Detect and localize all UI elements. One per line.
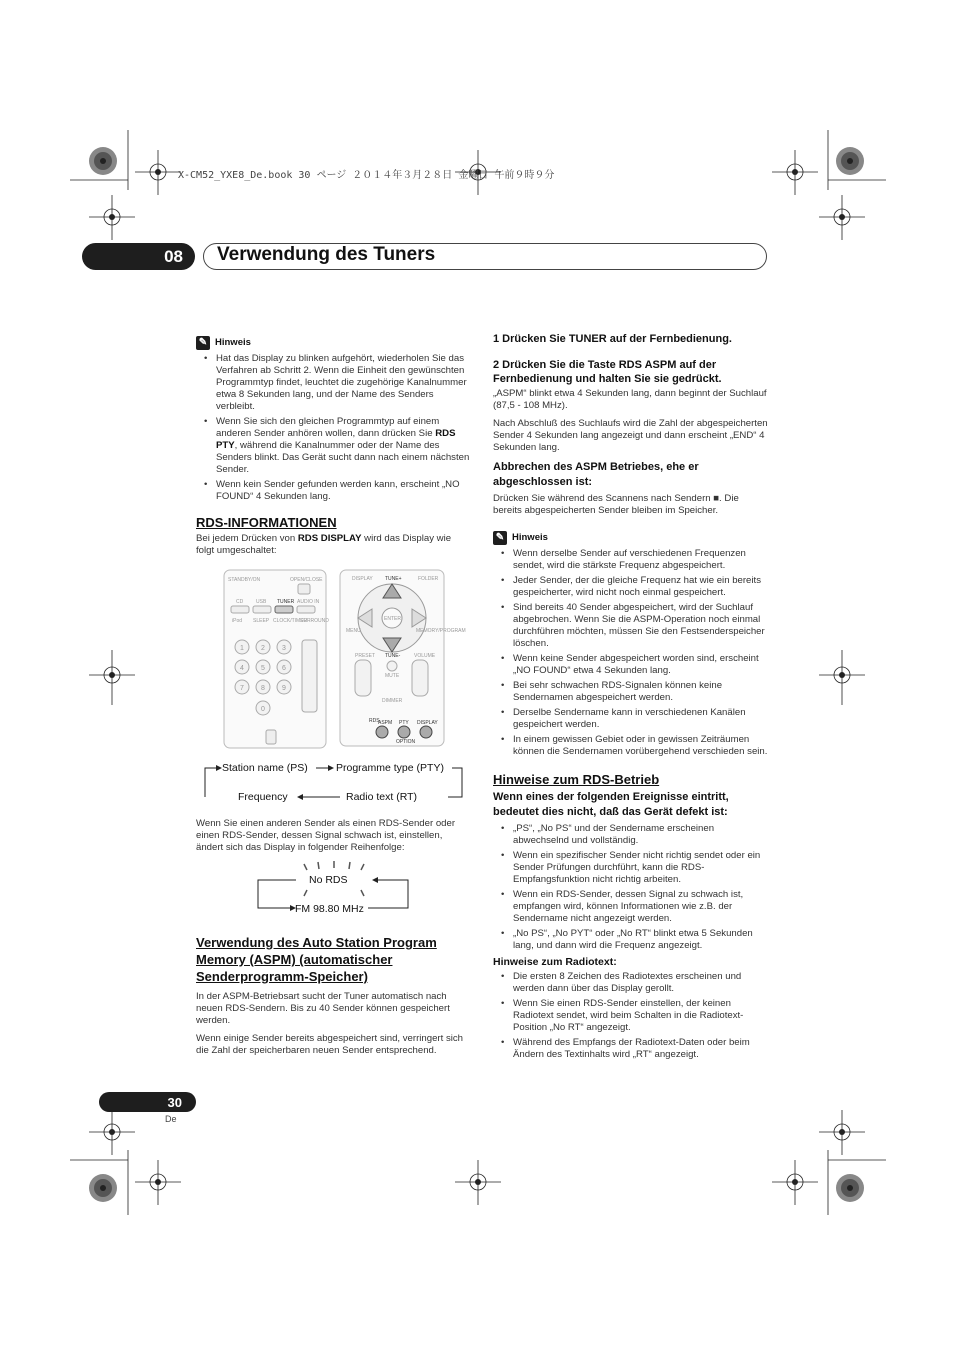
list-item: • „No PS“, „No PYT“ oder „No RT“ blinkt etwa 5 Sekunden lang, und dann wird die Frequenz angezeigt. xyxy=(513,928,769,952)
list-item: • Wenn ein spezifischer Sender nicht richtig sendet oder ein Sender Prüfungen durchführt, kann die RDS-Empfangsfunktion nicht richtig arbeiten. xyxy=(513,850,769,886)
list-item: • Jeder Sender, der die gleiche Frequenz hat wie ein bereits gespeicherter, wird nicht noch einmal gespeichert. xyxy=(513,575,769,599)
list-item: • Bei sehr schwachen RDS-Signalen können keine Sendernamen abgespeichert werden. xyxy=(513,680,769,704)
abort-text: Drücken Sie während des Scannens nach Sendern ■. Die bereits abgespeicherten Sender bleiben im Speicher. xyxy=(493,493,739,516)
tips-heading: Hinweise zum RDS-Betrieb xyxy=(493,772,660,787)
note-pencil-icon: ✎ xyxy=(196,336,210,350)
note-heading xyxy=(493,531,769,545)
left-column xyxy=(196,336,470,563)
note-title: Hinweis xyxy=(512,532,548,543)
remote-control-illustration xyxy=(222,568,466,750)
chapter-title: Verwendung des Tuners xyxy=(217,244,436,265)
svg-text:2: 2 xyxy=(261,645,265,652)
svg-text:9: 9 xyxy=(282,685,286,692)
svg-text:3: 3 xyxy=(282,645,286,652)
svg-text:5: 5 xyxy=(261,665,265,672)
flow-station-name: Station name (PS) xyxy=(222,762,308,774)
svg-text:TUNE-: TUNE- xyxy=(385,653,401,659)
svg-text:PRESET: PRESET xyxy=(355,653,376,659)
svg-text:SLEEP: SLEEP xyxy=(253,618,270,624)
rds-intro: Bei jedem Drücken von RDS DISPLAY wird das Display wie folgt umgeschaltet: xyxy=(196,533,452,556)
svg-text:OPEN/CLOSE: OPEN/CLOSE xyxy=(290,577,323,583)
svg-text:4: 4 xyxy=(240,665,244,672)
aspm-paragraph: Wenn einige Sender bereits abgespeichert sind, verringert sich die Zahl der speicherbaren neuen Sender entsprechend. xyxy=(196,1033,463,1056)
list-item: • Während des Empfangs der Radiotext-Daten oder beim Ändern des Textinhalts wird „RT“ angezeigt. xyxy=(513,1037,769,1061)
list-item: • Wenn ein RDS-Sender, dessen Signal zu schwach ist, empfangen wird, können Informationen wie z.B. der Sendername nicht angezeigt werden. xyxy=(513,889,769,925)
step-2: 2 Drücken Sie die Taste RDS ASPM auf der Fernbedienung und halten Sie sie gedrückt. xyxy=(493,359,722,385)
svg-text:STANDBY/ON: STANDBY/ON xyxy=(228,577,261,583)
svg-text:TUNER: TUNER xyxy=(277,599,295,605)
flow-radio-text: Radio text (RT) xyxy=(346,791,417,803)
svg-text:1: 1 xyxy=(240,645,244,652)
svg-text:VOLUME: VOLUME xyxy=(414,653,436,659)
radiotext-heading: Hinweise zum Radiotext: xyxy=(493,956,617,968)
cycle-no-rds: No RDS xyxy=(309,874,348,886)
note-title: Hinweis xyxy=(215,337,251,348)
page-number: 30 xyxy=(99,1092,196,1112)
svg-text:7: 7 xyxy=(240,685,244,692)
list-item: • „PS“, „No PS“ und der Sendername erscheinen abwechselnd und vollständig. xyxy=(513,823,769,847)
note-list xyxy=(196,353,470,503)
list-item: • Hat das Display zu blinken aufgehört, wiederholen Sie das Verfahren ab Schritt 2. Wenn die Einheit den gewünschten Programmtyp findet, leuchtet die zugehörige Kanalnummer etwa 8 Sekunden lang, und der Name des Senders verbleibt. xyxy=(216,353,470,413)
right-column xyxy=(493,332,769,1064)
svg-text:CLOCK/TIMER: CLOCK/TIMER xyxy=(273,618,308,624)
list-item: • Wenn Sie sich den gleichen Programmtyp auf einem anderen Sender anhören wollen, dann drücken Sie RDS PTY, während die Kanalnummer oder der Name des Senders blinkt. Das Gerät sucht dann nach einem nächsten Sender. xyxy=(216,416,470,476)
list-item: • Wenn kein Sender gefunden werden kann, erscheint „NO FOUND“ 4 Sekunden lang. xyxy=(216,479,470,503)
svg-text:FOLDER: FOLDER xyxy=(418,576,439,582)
svg-text:MEMORY/PROGRAM: MEMORY/PROGRAM xyxy=(416,628,466,634)
svg-text:DISPLAY: DISPLAY xyxy=(417,720,438,726)
note-pencil-icon: ✎ xyxy=(493,531,507,545)
svg-text:ASPM: ASPM xyxy=(378,720,393,726)
note-list xyxy=(493,548,769,758)
aspm-paragraph: In der ASPM-Betriebsart sucht der Tuner automatisch nach neuen RDS-Sendern. Bis zu 40 Sender können gespeichert werden. xyxy=(196,991,450,1026)
svg-text:OPTION: OPTION xyxy=(396,739,416,745)
print-header: X-CM52_YXE8_De.book 30 ページ ２０１４年３月２８日 金曜日 午前９時９分 xyxy=(178,170,555,181)
svg-text:RDS: RDS xyxy=(369,718,380,724)
svg-text:DISPLAY: DISPLAY xyxy=(352,576,373,582)
note-heading xyxy=(196,336,470,350)
list-item: • Wenn keine Sender abgespeichert worden sind, erscheint „NO FOUND“ etwa 4 Sekunden lang. xyxy=(513,653,769,677)
list-item: • In einem gewissen Gebiet oder in gewissen Zeiträumen können die Sendernamen vorübergehend verschieden sein. xyxy=(513,734,769,758)
flow-frequency: Frequency xyxy=(238,791,288,803)
flow-programme-type: Programme type (PTY) xyxy=(336,762,444,774)
svg-text:MENU: MENU xyxy=(346,628,361,634)
svg-text:CD: CD xyxy=(236,599,244,605)
list-item: • Sind bereits 40 Sender abgespeichert, wird der Suchlauf abgebrochen. Wenn Sie die ASPM-Operation noch einmal durchführen möchten, müssen Sie den Festsenderspeicher löschen. xyxy=(513,602,769,650)
svg-text:MUTE: MUTE xyxy=(385,673,400,679)
abort-heading: Abbrechen des ASPM Betriebes, ehe er abgeschlossen ist: xyxy=(493,461,699,488)
cycle-frequency: FM 98.80 MHz xyxy=(295,903,364,915)
rds-heading: RDS-INFORMATIONEN xyxy=(196,515,337,530)
svg-text:ENTER: ENTER xyxy=(384,616,401,622)
svg-text:iPod: iPod xyxy=(232,618,243,624)
svg-text:DIMMER: DIMMER xyxy=(382,698,403,704)
svg-text:0: 0 xyxy=(261,706,265,713)
svg-text:USB: USB xyxy=(256,599,267,605)
svg-text:PTY: PTY xyxy=(399,720,409,726)
list-item: • Die ersten 8 Zeichen des Radiotextes erscheinen und werden dann über das Display gerollt. xyxy=(513,971,769,995)
list-item: • Wenn Sie einen RDS-Sender einstellen, der keinen Radiotext sendet, wird beim Schalten in die Radiotext-Position „No RT“ angezeigt. xyxy=(513,998,769,1034)
tips-list xyxy=(493,823,769,952)
page-language: De xyxy=(165,1114,177,1124)
non-rds-text: Wenn Sie einen anderen Sender als einen RDS-Sender oder einen RDS-Sender, dessen Signal schwach ist, einstellen, ändert sich das Display in folgender Reihenfolge: xyxy=(196,818,456,853)
radiotext-list xyxy=(493,971,769,1061)
chapter-number-badge: 08 xyxy=(82,243,195,270)
tips-subheading: Wenn eines der folgenden Ereignisse eintritt, bedeutet dies nicht, daß das Gerät defekt ist: xyxy=(493,791,729,818)
step-2-text: „ASPM“ blinkt etwa 4 Sekunden lang, dann beginnt der Suchlauf (87,5 - 108 MHz). xyxy=(493,388,767,411)
svg-text:6: 6 xyxy=(282,665,286,672)
step-1: 1 Drücken Sie TUNER auf der Fernbedienung. xyxy=(493,333,732,345)
list-item: • Wenn derselbe Sender auf verschiedenen Frequenzen sendet, wird die stärkste Frequenz abgespeichert. xyxy=(513,548,769,572)
list-item: • Derselbe Sendername kann in verschiedenen Kanälen gespeichert werden. xyxy=(513,707,769,731)
svg-text:AUDIO IN: AUDIO IN xyxy=(297,599,320,605)
aspm-section xyxy=(196,934,470,1063)
aspm-heading: Verwendung des Auto Station Program Memory (ASPM) (automatischer Senderprogramm-Speicher) xyxy=(196,935,437,984)
svg-text:SURROUND: SURROUND xyxy=(300,618,329,624)
svg-text:8: 8 xyxy=(261,685,265,692)
svg-text:TUNE+: TUNE+ xyxy=(385,576,402,582)
step-2-text: Nach Abschluß des Suchlaufs wird die Zahl der abgespeicherten Sender 4 Sekunden lang angezeigt und dann erscheint „END“ 4 Sekunden lang. xyxy=(493,418,768,453)
